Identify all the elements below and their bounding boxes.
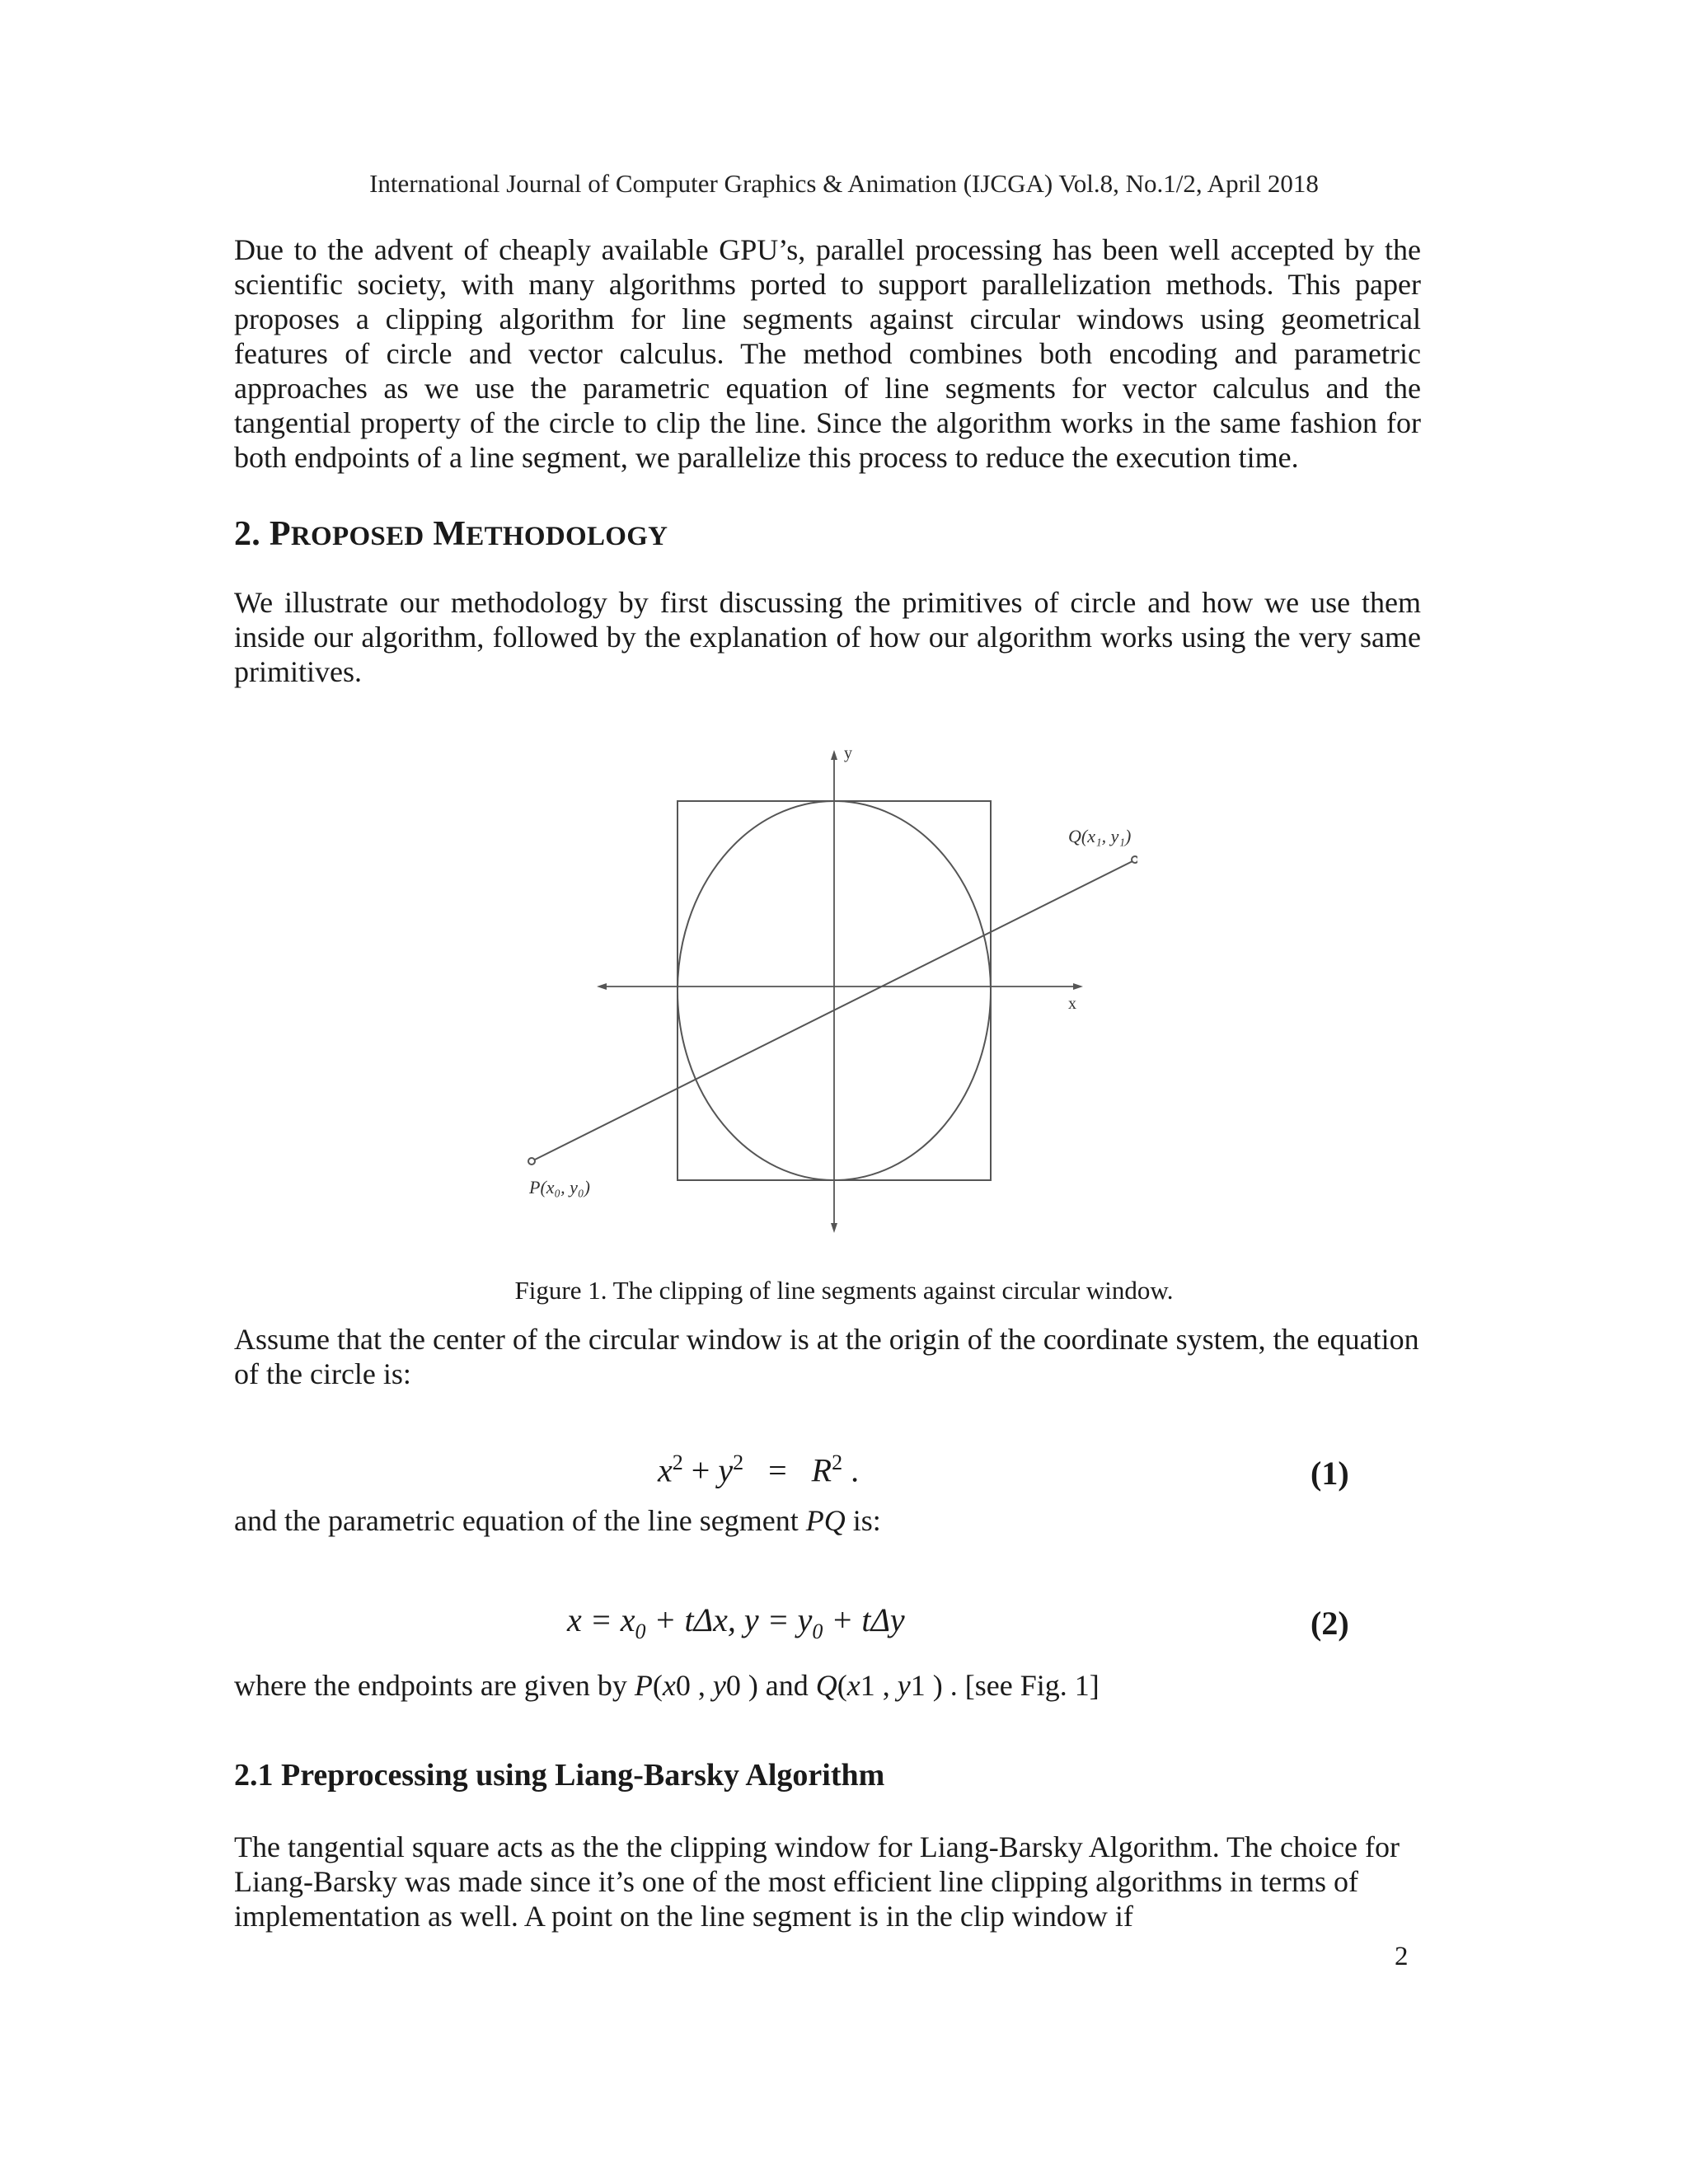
- endpoint-p-open: (: [652, 1669, 663, 1702]
- section-title-m: M: [433, 515, 467, 553]
- parametric-intro-text: and the parametric equation of the line segment: [234, 1504, 806, 1537]
- point-p-label: P(x₀, y₀): [529, 1177, 590, 1197]
- eq1-r: R: [811, 1451, 832, 1489]
- parametric-is: is:: [845, 1504, 881, 1537]
- endpoint-y1-num: 1 ) . [see Fig. 1]: [910, 1669, 1100, 1702]
- section-number: 2.: [234, 515, 261, 553]
- equation-1-number: (1): [1311, 1455, 1349, 1492]
- eq2-sub-0b: 0: [812, 1619, 823, 1643]
- equation-1: [658, 1451, 859, 1489]
- y-axis-arrow-up: [831, 750, 837, 760]
- liang-barsky-text: The tangential square acts as the the clipping window for Liang-Barsky Algorithm. The choice for Liang-Barsky was made since it’s one of the most efficient line clipping algorithms in terms of implementation as well. A point on the line segment is in the clip window if: [234, 1830, 1400, 1933]
- endpoint-p: P: [634, 1669, 653, 1702]
- section-2-1-heading: 2.1 Preprocessing using Liang-Barsky Algorithm: [234, 1758, 885, 1793]
- eq1-plus: +: [682, 1451, 719, 1489]
- x-axis-label: x: [1068, 995, 1076, 1013]
- parametric-pq: PQ: [805, 1504, 846, 1537]
- x-axis-arrow-left: [597, 983, 607, 990]
- eq1-y: y: [718, 1451, 734, 1489]
- eq2-sub-0a: 0: [635, 1619, 646, 1643]
- eq1-equals: =: [768, 1451, 787, 1489]
- eq1-r-exp: 2: [832, 1451, 843, 1474]
- figure-1-caption: Figure 1. The clipping of line segments against circular window.: [514, 1276, 1174, 1305]
- endpoint-y0: y: [712, 1669, 726, 1702]
- equation-2: [567, 1601, 905, 1644]
- eq1-period: .: [842, 1451, 860, 1489]
- eq2-part1: x = x: [567, 1601, 635, 1638]
- y-axis-arrow-down: [831, 1223, 837, 1233]
- section-title-roposed: ROPOSED: [290, 522, 424, 551]
- section-title-ethodology: ETHODOLOGY: [466, 522, 668, 551]
- endpoints-prefix: where the endpoints are given by: [234, 1669, 635, 1702]
- eq1-x-exp: 2: [672, 1451, 683, 1474]
- liang-barsky-paragraph: [234, 1830, 1404, 1933]
- endpoint-x0: x: [662, 1669, 676, 1702]
- intro-paragraph: [234, 232, 1421, 475]
- parametric-intro: [234, 1503, 1421, 1538]
- endpoint-q-open: (: [837, 1669, 847, 1702]
- endpoints-sentence: [234, 1668, 1421, 1703]
- methodology-text: We illustrate our methodology by first discussing the primitives of circle and how we use them inside our algorithm, followed by the explanation of how our algorithm works using the very same primitives.: [234, 586, 1421, 688]
- assume-text: Assume that the center of the circular window is at the origin of the coordinate system, the equation of the circle is:: [234, 1323, 1419, 1390]
- section-2-heading: [234, 514, 668, 554]
- assume-paragraph: [234, 1322, 1421, 1391]
- methodology-paragraph: [234, 585, 1421, 689]
- eq1-x: x: [658, 1451, 673, 1489]
- x-axis-arrow-right: [1073, 983, 1083, 990]
- point-q: [1132, 856, 1137, 863]
- point-p: [528, 1158, 535, 1165]
- page-number: 2: [1395, 1942, 1409, 1971]
- eq1-y-exp: 2: [733, 1451, 744, 1474]
- eq2-part3: + tΔy: [823, 1601, 905, 1638]
- endpoint-x0-num: 0 ,: [675, 1669, 713, 1702]
- intro-text: Due to the advent of cheaply available GPU’s, parallel processing has been well accepted by the scientific society, with many algorithms ported to support parallelization methods. This paper proposes a clipping algorithm for line segments against circular windows using geometrical features of circle and vector calculus. The method combines both encoding and parametric approaches as we use the parametric equation of line segments for vector calculus and the tangential property of the circle to clip the line. Since the algorithm works in the same fashion for both endpoints of a line segment, we parallelize this process to reduce the execution time.: [234, 233, 1421, 474]
- endpoint-x1: x: [846, 1669, 860, 1702]
- figure-1-diagram: [511, 742, 1137, 1253]
- running-header: International Journal of Computer Graphics & Animation (IJCGA) Vol.8, No.1/2, April 2018: [369, 169, 1319, 198]
- equation-2-number: (2): [1311, 1605, 1349, 1642]
- y-axis-label: y: [844, 744, 852, 762]
- point-q-label: Q(x₁, y₁): [1068, 826, 1132, 846]
- endpoint-x1-num: 1 ,: [860, 1669, 898, 1702]
- eq2-part2: + tΔx, y = y: [645, 1601, 813, 1638]
- section-title-p: P: [269, 515, 291, 553]
- endpoint-y1: y: [897, 1669, 911, 1702]
- endpoint-q: Q: [815, 1669, 837, 1702]
- endpoint-y0-num: 0 ) and: [725, 1669, 816, 1702]
